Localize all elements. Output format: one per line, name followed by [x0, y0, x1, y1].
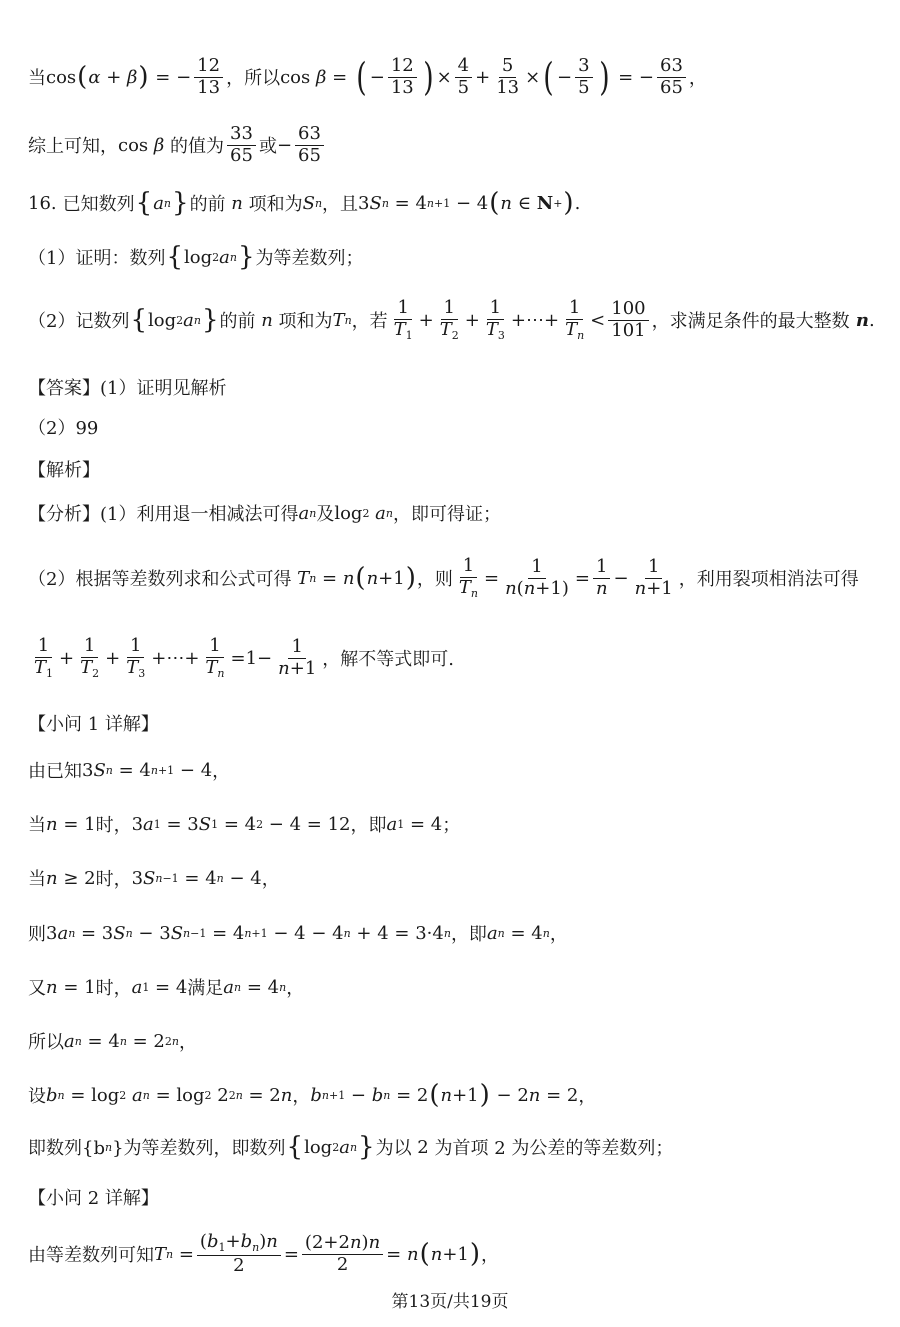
subquestion-1-heading	[28, 710, 159, 736]
text: 的前	[189, 194, 226, 215]
problem-number: 16.	[28, 192, 57, 214]
text: 时，	[95, 815, 132, 836]
line-cos-sum: 当 cos ( α + β ) = − $\frac{12}{13}$ ，所以 cos β = ( − $\frac{12}{13}$ ) × $\frac{4}{5}$ + $\frac{5}{13}$ × ( − $\frac{3}{5}$ ) = − $\frac{63}{65}$ ，	[28, 55, 707, 100]
question-2: （2）记数列 { log 2 a n } 的前 n 项和为 T n ，若 $\frac{1}{T_1}$ + $\frac{1}{T_2}$ + $\frac{1}{T_3}$ +⋯+ $\frac{1}{T_n}$ < $\frac{100}{101}$ ，求满足条件的最大整数 n .	[28, 297, 875, 342]
text: }为等差数列，即数列	[112, 1138, 286, 1159]
text: ，	[549, 924, 568, 945]
text: ，	[688, 68, 707, 90]
text: （2）根据等差数列求和公式可得	[28, 569, 292, 591]
text: 【小问 2 详解】	[28, 1188, 159, 1209]
text: .	[868, 309, 875, 331]
text: 为首项 2 为公差的等差数列；	[434, 1138, 674, 1159]
text: 及	[316, 504, 335, 525]
text: ，即	[350, 815, 387, 836]
text: （1）证明：数列	[28, 248, 166, 269]
text: ，所以	[226, 68, 281, 90]
text: ，	[261, 869, 280, 890]
text: 已知数列	[62, 194, 135, 215]
analysis-3: $\frac{1}{T_1}$ + $\frac{1}{T_2}$ + $\frac{1}{T_3}$ +⋯+ $\frac{1}{T_n}$ =1− $\frac{1}{n+1}$ ，解不等式即可.	[34, 635, 455, 680]
question-1: （1）证明：数列 { log 2 a n } 为等差数列；	[28, 242, 364, 272]
step-7: 设 b n = log 2 a n = log 2 2 2n = 2 n ， b n+1 − b n = 2 ( n +1 ) − 2 n = 2 ，	[28, 1080, 597, 1110]
text: ，则	[416, 569, 453, 591]
text: 【分析】(1）利用退一相减法可得	[28, 504, 299, 525]
step-3: 当 n ≥ 2 时， 3 S n−1 = 4 n − 4 ，	[28, 865, 280, 891]
analysis-1: 【分析】(1）利用退一相减法可得 a n 及 log 2 a n ，即可得证；	[28, 500, 501, 526]
step-5: 又 n = 1 时， a 1 = 4 满足 a n = 4 n ，	[28, 974, 304, 1000]
text: 【小问 1 详解】	[28, 714, 159, 735]
text: 的前	[219, 311, 256, 333]
text: 满足	[187, 978, 224, 999]
answer-2	[28, 414, 98, 440]
text: ，	[481, 1245, 500, 1267]
text: 时，	[95, 978, 132, 999]
page-footer: 第13页/共19页	[391, 1292, 509, 1312]
text: ，利用裂项相消法可得	[678, 569, 859, 591]
text: 设	[28, 1086, 46, 1107]
text: （2）记数列	[28, 311, 130, 333]
analysis-2: （2）根据等差数列求和公式可得 T n = n ( n +1 ) ，则 $\frac{1}{T_n}$ = $\frac{1}{n(n+1)}$ = $\frac{1}{n}$ − $\frac{1}{n+1}$ ，利用裂项相消法可得	[28, 555, 859, 600]
step-4: 则 3 a n = 3 S n − 3 S n−1 = 4 n+1 − 4 − 4 n + 4 = 3·4 n ，即 a n = 4 n ，	[28, 920, 568, 946]
text: 为等差数列；	[255, 248, 364, 269]
text: ，	[578, 1086, 597, 1107]
step-8: 即数列{b n }为等差数列，即数列 { log 2 a n } 为以 2 为首项 2 为公差的等差数列；	[28, 1132, 674, 1162]
text: 为以	[375, 1138, 412, 1159]
line-conclusion: 综上可知， cos β 的值为 $\frac{33}{65}$ 或 − $\frac{63}{65}$	[28, 124, 327, 166]
text: 当	[28, 68, 46, 90]
text: ，	[212, 761, 231, 782]
text: 综上可知，	[28, 136, 118, 158]
text: ，	[286, 978, 305, 999]
text: 又	[28, 978, 46, 999]
text: （2）99	[28, 418, 99, 439]
step-6: 所以 a n = 4 n = 2 2n ，	[28, 1028, 197, 1054]
text: ，即可得证；	[393, 504, 501, 525]
step-9: 由等差数列可知 T n = $\frac{(b_1+b_n)n}{2}$ = $\frac{(2+2n)n}{2}$ = n ( n +1 ) ，	[28, 1231, 500, 1276]
text: 【解析】	[28, 460, 100, 481]
text: 当	[28, 869, 46, 890]
subquestion-2-heading	[28, 1184, 159, 1210]
text: 即数列{b	[28, 1138, 105, 1159]
text: ，	[178, 1032, 197, 1053]
text: ，且	[322, 194, 359, 215]
text: 时，	[95, 869, 132, 890]
text: ，若	[351, 311, 388, 333]
text: 当	[28, 815, 46, 836]
text: 项和为	[278, 311, 333, 333]
text: 所以	[28, 1032, 64, 1053]
step-2: 当 n = 1 时， 3 a 1 = 3 S 1 = 4 2 − 4 = 12 ，即 a 1 = 4 ；	[28, 811, 460, 837]
text: 由等差数列可知	[28, 1245, 154, 1267]
text: ；	[442, 815, 461, 836]
text: ，求满足条件的最大整数	[651, 311, 850, 333]
text: 项和为	[248, 194, 303, 215]
text: 【答案】(1）证明见解析	[28, 378, 227, 399]
text: ，	[292, 1086, 311, 1107]
text: 则	[28, 924, 46, 945]
text: 由已知	[28, 761, 82, 782]
problem-16: 16. 已知数列 { a n } 的前 n 项和为 S n ，且 3 S n = 4 n+1 − 4 ( n ∈ N + ) .	[28, 188, 581, 218]
step-1: 由已知 3 S n = 4 n+1 − 4 ，	[28, 757, 230, 783]
text: ，即	[450, 924, 487, 945]
text: ，解不等式即可.	[322, 649, 455, 671]
text: .	[574, 192, 581, 214]
jiexi-heading	[28, 456, 100, 482]
text: 或	[258, 136, 277, 158]
text: 的值为	[170, 136, 225, 158]
answer-1	[28, 374, 226, 400]
